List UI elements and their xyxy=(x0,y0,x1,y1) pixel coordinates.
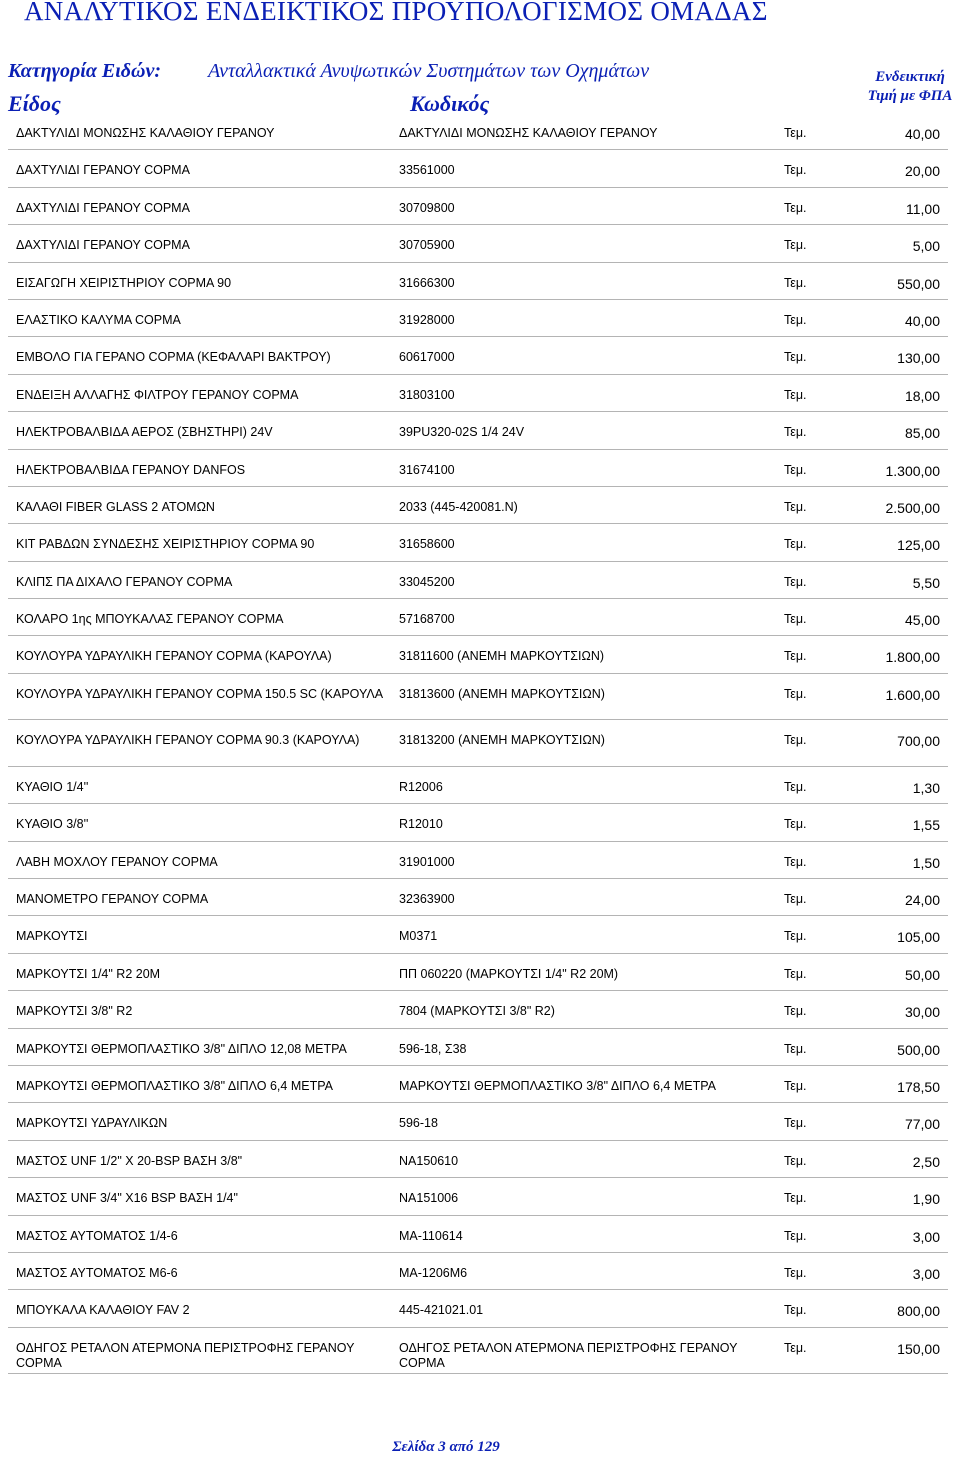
item-price: 1,30 xyxy=(912,779,940,796)
item-price: 11,00 xyxy=(906,200,940,217)
item-unit: Τεμ. xyxy=(784,892,807,907)
item-unit: Τεμ. xyxy=(784,854,807,869)
item-price: 550,00 xyxy=(897,275,940,292)
item-name: ΚΛΙΠΣ ΠΑ ΔΙΧΑΛΟ ΓΕΡΑΝΟΥ COPMA xyxy=(16,574,233,589)
table-row xyxy=(8,599,948,636)
table-row xyxy=(8,916,948,953)
table-row xyxy=(8,375,948,412)
item-unit: Τεμ. xyxy=(784,733,807,748)
items-table xyxy=(8,113,948,1374)
table-row xyxy=(8,879,948,916)
item-code: 32363900 xyxy=(399,892,455,907)
item-unit: Τεμ. xyxy=(784,499,807,514)
item-code: NA151006 xyxy=(399,1191,459,1206)
item-unit: Τεμ. xyxy=(784,312,807,327)
item-name: ΚΟΛΑΡΟ 1ης ΜΠΟΥΚΑΛΑΣ ΓΕΡΑΝΟΥ COPMA xyxy=(16,612,284,627)
item-name: ΚΑΛΑΘΙ FIBER GLASS 2 ΑΤΟΜΩΝ xyxy=(16,499,215,514)
item-name: ΛΑΒΗ ΜΟΧΛΟΥ ΓΕΡΑΝΟΥ COPMA xyxy=(16,854,218,869)
item-price: 5,00 xyxy=(912,238,940,255)
item-code: R12006 xyxy=(399,779,443,794)
item-unit: Τεμ. xyxy=(784,966,807,981)
item-price: 85,00 xyxy=(904,425,940,442)
item-unit: Τεμ. xyxy=(784,779,807,794)
item-name: ΔΑΚΤΥΛΙΔΙ ΜΟΝΩΣΗΣ ΚΑΛΑΘΙΟΥ ΓΕΡΑΝΟΥ xyxy=(16,126,275,140)
item-code: 30709800 xyxy=(399,200,455,215)
item-name: ΔΑΧΤΥΛΙΔΙ ΓΕΡΑΝΟΥ COPMA xyxy=(16,163,190,178)
table-row xyxy=(8,1029,948,1066)
item-unit: Τεμ. xyxy=(784,275,807,290)
item-code: 31813200 (ΑΝΕΜΗ ΜΑΡΚΟΥΤΣΙΩΝ) xyxy=(399,733,605,748)
item-unit: Τεμ. xyxy=(784,612,807,627)
page-number: Σελίδα 3 από 129 xyxy=(392,1439,500,1455)
item-price: 1.600,00 xyxy=(885,686,940,703)
item-price: 77,00 xyxy=(904,1116,940,1133)
item-price: 2.500,00 xyxy=(885,499,940,516)
item-price: 45,00 xyxy=(904,612,940,629)
item-unit: Τεμ. xyxy=(784,1153,807,1168)
item-price: 1,55 xyxy=(912,817,940,834)
table-row xyxy=(8,225,948,262)
item-name: ΜΑΡΚΟΥΤΣΙ 1/4" R2 20M xyxy=(16,966,161,981)
table-row xyxy=(8,1178,948,1215)
item-unit: Τεμ. xyxy=(784,387,807,402)
item-price: 700,00 xyxy=(897,733,940,750)
item-code: 596-18 xyxy=(399,1116,438,1131)
item-code: M0371 xyxy=(399,929,438,944)
item-code: 31811600 (ΑΝΕΜΗ ΜΑΡΚΟΥΤΣΙΩΝ) xyxy=(399,649,605,664)
item-name: ΜΑΡΚΟΥΤΣΙ 3/8" R2 xyxy=(16,1004,133,1019)
item-name: ΗΛΕΚΤΡΟΒΑΛΒΙΔΑ ΑΕΡΟΣ (ΣΒΗΣΤΗΡΙ) 24V xyxy=(16,425,273,440)
item-name: ΕΝΔΕΙΞΗ ΑΛΛΑΓΗΣ ΦΙΛΤΡΟΥ ΓΕΡΑΝΟΥ COPMA xyxy=(16,387,299,402)
item-code: ΜΑΡΚΟΥΤΣΙ ΘΕΡΜΟΠΛΑΣΤΙΚΟ 3/8" ΔΙΠΛΟ 6,4 ΜΕΤΡΑ xyxy=(399,1078,716,1093)
table-row xyxy=(8,1216,948,1253)
item-price: 1,90 xyxy=(912,1191,940,1208)
item-unit: Τεμ. xyxy=(784,350,807,365)
item-code: NA150610 xyxy=(399,1153,459,1168)
item-name: ΜΑΣΤΟΣ ΑΥΤΟΜΑΤΟΣ 1/4-6 xyxy=(16,1228,178,1243)
item-code: MA-1206M6 xyxy=(399,1265,468,1280)
item-unit: Τεμ. xyxy=(784,1041,807,1056)
item-price: 150,00 xyxy=(897,1340,940,1357)
item-code: ΔΑΚΤΥΛΙΔΙ ΜΟΝΩΣΗΣ ΚΑΛΑΘΙΟΥ ΓΕΡΑΝΟΥ xyxy=(399,126,658,140)
item-unit: Τεμ. xyxy=(784,1191,807,1206)
column-header-code: Κωδικός xyxy=(410,91,490,116)
table-row xyxy=(8,1141,948,1178)
table-row xyxy=(8,1328,948,1375)
table-row xyxy=(8,767,948,804)
item-unit: Τεμ. xyxy=(784,537,807,552)
item-code: ΟΔΗΓΟΣ ΡΕΤΑΛΟΝ ΑΤΕΡΜΟΝΑ ΠΕΡΙΣΤΡΟΦΗΣ ΓΕΡΑΝΟΥ COPMA xyxy=(399,1340,738,1370)
item-price: 500,00 xyxy=(897,1041,940,1058)
item-price: 3,00 xyxy=(912,1265,940,1282)
table-row xyxy=(8,991,948,1028)
item-unit: Τεμ. xyxy=(784,574,807,589)
item-unit: Τεμ. xyxy=(784,200,807,215)
item-price: 125,00 xyxy=(897,537,940,554)
item-price: 2,50 xyxy=(912,1153,940,1170)
item-unit: Τεμ. xyxy=(784,1340,807,1355)
table-row xyxy=(8,337,948,374)
table-row xyxy=(8,487,948,524)
table-row xyxy=(8,524,948,561)
item-name: ΜΑΝΟΜΕΤΡΟ ΓΕΡΑΝΟΥ COPMA xyxy=(16,892,209,907)
item-name: ΗΛΕΚΤΡΟΒΑΛΒΙΔΑ ΓΕΡΑΝΟΥ DANFOS xyxy=(16,462,246,477)
item-unit: Τεμ. xyxy=(784,1004,807,1019)
item-price: 1.300,00 xyxy=(885,462,940,479)
item-code: 2033 (445-420081.N) xyxy=(399,499,518,514)
item-code: 31928000 xyxy=(399,312,455,327)
item-price: 50,00 xyxy=(904,966,940,983)
item-code: 33045200 xyxy=(399,574,455,589)
table-row xyxy=(8,1103,948,1140)
item-price: 20,00 xyxy=(904,163,940,180)
table-row xyxy=(8,263,948,300)
item-name: ΟΔΗΓΟΣ ΡΕΤΑΛΟΝ ΑΤΕΡΜΟΝΑ ΠΕΡΙΣΤΡΟΦΗΣ ΓΕΡΑΝΟΥ COPMA xyxy=(16,1340,355,1370)
item-name: ΚΟΥΛΟΥΡΑ ΥΔΡΑΥΛΙΚΗ ΓΕΡΑΝΟΥ COPMA 150.5 SC (ΚΑΡΟΥΛΑ xyxy=(16,686,384,701)
item-unit: Τεμ. xyxy=(784,929,807,944)
item-unit: Τεμ. xyxy=(784,1265,807,1280)
item-code: 31666300 xyxy=(399,275,455,290)
item-code: 60617000 xyxy=(399,350,455,365)
item-price: 3,00 xyxy=(912,1228,940,1245)
item-name: ΜΠΟΥΚΑΛΑ ΚΑΛΑΘΙΟΥ FAV 2 xyxy=(16,1303,190,1318)
item-name: ΚΥΑΘΙΟ 3/8'' xyxy=(16,817,89,832)
table-row xyxy=(8,804,948,841)
table-row xyxy=(8,674,948,721)
item-code: 445-421021.01 xyxy=(399,1303,484,1318)
table-row xyxy=(8,300,948,337)
item-price: 5,50 xyxy=(912,574,940,591)
table-row xyxy=(8,113,948,150)
table-row xyxy=(8,1290,948,1327)
item-name: ΕΙΣΑΓΩΓΗ ΧΕΙΡΙΣΤΗΡΙΟΥ COPMA 90 xyxy=(16,275,232,290)
item-unit: Τεμ. xyxy=(784,649,807,664)
item-code: 57168700 xyxy=(399,612,455,627)
item-name: ΕΜΒΟΛΟ ΓΙΑ ΓΕΡΑΝΟ COPMA (ΚΕΦΑΛΑΡΙ ΒΑΚΤΡΟΥ) xyxy=(16,350,331,365)
item-price: 1.800,00 xyxy=(885,649,940,666)
item-price: 105,00 xyxy=(897,929,940,946)
category-value: Ανταλλακτικά Ανυψωτικών Συστημάτων των Οχημάτων xyxy=(208,60,650,82)
item-unit: Τεμ. xyxy=(784,1303,807,1318)
item-name: ΔΑΧΤΥΛΙΔΙ ΓΕΡΑΝΟΥ COPMA xyxy=(16,200,190,215)
item-unit: Τεμ. xyxy=(784,1116,807,1131)
item-name: ΜΑΡΚΟΥΤΣΙ ΘΕΡΜΟΠΛΑΣΤΙΚΟ 3/8" ΔΙΠΛΟ 6,4 ΜΕΤΡΑ xyxy=(16,1078,333,1093)
column-header-price xyxy=(860,68,960,106)
item-price: 40,00 xyxy=(904,312,940,329)
item-code: 33561000 xyxy=(399,163,455,178)
item-unit: Τεμ. xyxy=(784,238,807,253)
item-unit: Τεμ. xyxy=(784,462,807,477)
table-row xyxy=(8,562,948,599)
item-price: 18,00 xyxy=(904,387,940,404)
item-name: ΚΟΥΛΟΥΡΑ ΥΔΡΑΥΛΙΚΗ ΓΕΡΑΝΟΥ COPMA 90.3 (ΚΑΡΟΥΛΑ) xyxy=(16,733,360,748)
column-header-price-line1: Ενδεικτική xyxy=(875,69,945,85)
table-row xyxy=(8,842,948,879)
item-code: 31658600 xyxy=(399,537,455,552)
item-name: ΜΑΡΚΟΥΤΣΙ ΥΔΡΑΥΛΙΚΩΝ xyxy=(16,1116,168,1131)
item-code: 30705900 xyxy=(399,238,455,253)
item-code: 31813600 (ΑΝΕΜΗ ΜΑΡΚΟΥΤΣΙΩΝ) xyxy=(399,686,605,701)
table-row xyxy=(8,1253,948,1290)
category-label: Κατηγορία Ειδών: xyxy=(8,60,162,82)
table-row xyxy=(8,412,948,449)
table-row xyxy=(8,188,948,225)
item-price: 40,00 xyxy=(904,126,940,142)
column-header-price-line2: Τιμή με ΦΠΑ xyxy=(867,88,953,104)
item-price: 178,50 xyxy=(897,1078,940,1095)
item-unit: Τεμ. xyxy=(784,686,807,701)
column-header-item: Είδος xyxy=(8,91,61,116)
table-row xyxy=(8,150,948,187)
item-code: 39PU320-02S 1/4 24V xyxy=(399,425,525,440)
item-code: ΠΠ 060220 (ΜΑΡΚΟΥΤΣΙ 1/4" R2 20M) xyxy=(399,966,619,981)
item-code: R12010 xyxy=(399,817,443,832)
item-code: 31674100 xyxy=(399,462,455,477)
item-name: ΚΟΥΛΟΥΡΑ ΥΔΡΑΥΛΙΚΗ ΓΕΡΑΝΟΥ COPMA (ΚΑΡΟΥΛΑ) xyxy=(16,649,332,664)
item-name: ΔΑΧΤΥΛΙΔΙ ΓΕΡΑΝΟΥ COPMA xyxy=(16,238,190,253)
item-name: ΜΑΣΤΟΣ ΑΥΤΟΜΑΤΟΣ M6-6 xyxy=(16,1265,178,1280)
item-name: ΚΙΤ ΡΑΒΔΩΝ ΣΥΝΔΕΣΗΣ ΧΕΙΡΙΣΤΗΡΙΟΥ COPMA 90 xyxy=(16,537,315,552)
table-row xyxy=(8,1066,948,1103)
item-code: 31803100 xyxy=(399,387,455,402)
item-code: 596-18, Σ38 xyxy=(399,1041,467,1056)
item-code: 31901000 xyxy=(399,854,455,869)
item-price: 800,00 xyxy=(897,1303,940,1320)
item-price: 130,00 xyxy=(897,350,940,367)
item-name: ΜΑΡΚΟΥΤΣΙ ΘΕΡΜΟΠΛΑΣΤΙΚΟ 3/8" ΔΙΠΛΟ 12,08 ΜΕΤΡΑ xyxy=(16,1041,347,1056)
item-name: ΜΑΡΚΟΥΤΣΙ xyxy=(16,929,88,944)
item-name: ΕΛΑΣΤΙΚΟ ΚΑΛΥΜΑ COPMA xyxy=(16,312,181,327)
item-unit: Τεμ. xyxy=(784,163,807,178)
item-unit: Τεμ. xyxy=(784,425,807,440)
item-code: MA-110614 xyxy=(399,1228,463,1243)
table-row xyxy=(8,450,948,487)
item-name: ΜΑΣΤΟΣ UNF 3/4" X16 BSP ΒΑΣΗ 1/4" xyxy=(16,1191,238,1206)
item-code: 7804 (ΜΑΡΚΟΥΤΣΙ 3/8" R2) xyxy=(399,1004,555,1019)
table-row xyxy=(8,636,948,673)
item-unit: Τεμ. xyxy=(784,1078,807,1093)
item-price: 1,50 xyxy=(912,854,940,871)
table-row xyxy=(8,954,948,991)
item-unit: Τεμ. xyxy=(784,126,807,140)
page-title: ΑΝΑΛΥΤΙΚΟΣ ΕΝΔΕΙΚΤΙΚΟΣ ΠΡΟΥΠΟΛΟΓΙΣΜΟΣ ΟΜΑΔΑΣ xyxy=(24,0,768,26)
table-row xyxy=(8,720,948,767)
item-name: ΜΑΣΤΟΣ UNF 1/2" X 20-BSP ΒΑΣΗ 3/8" xyxy=(16,1153,243,1168)
item-name: ΚΥΑΘΙΟ 1/4'' xyxy=(16,779,89,794)
item-unit: Τεμ. xyxy=(784,817,807,832)
item-price: 24,00 xyxy=(904,892,940,909)
item-unit: Τεμ. xyxy=(784,1228,807,1243)
item-price: 30,00 xyxy=(904,1004,940,1021)
